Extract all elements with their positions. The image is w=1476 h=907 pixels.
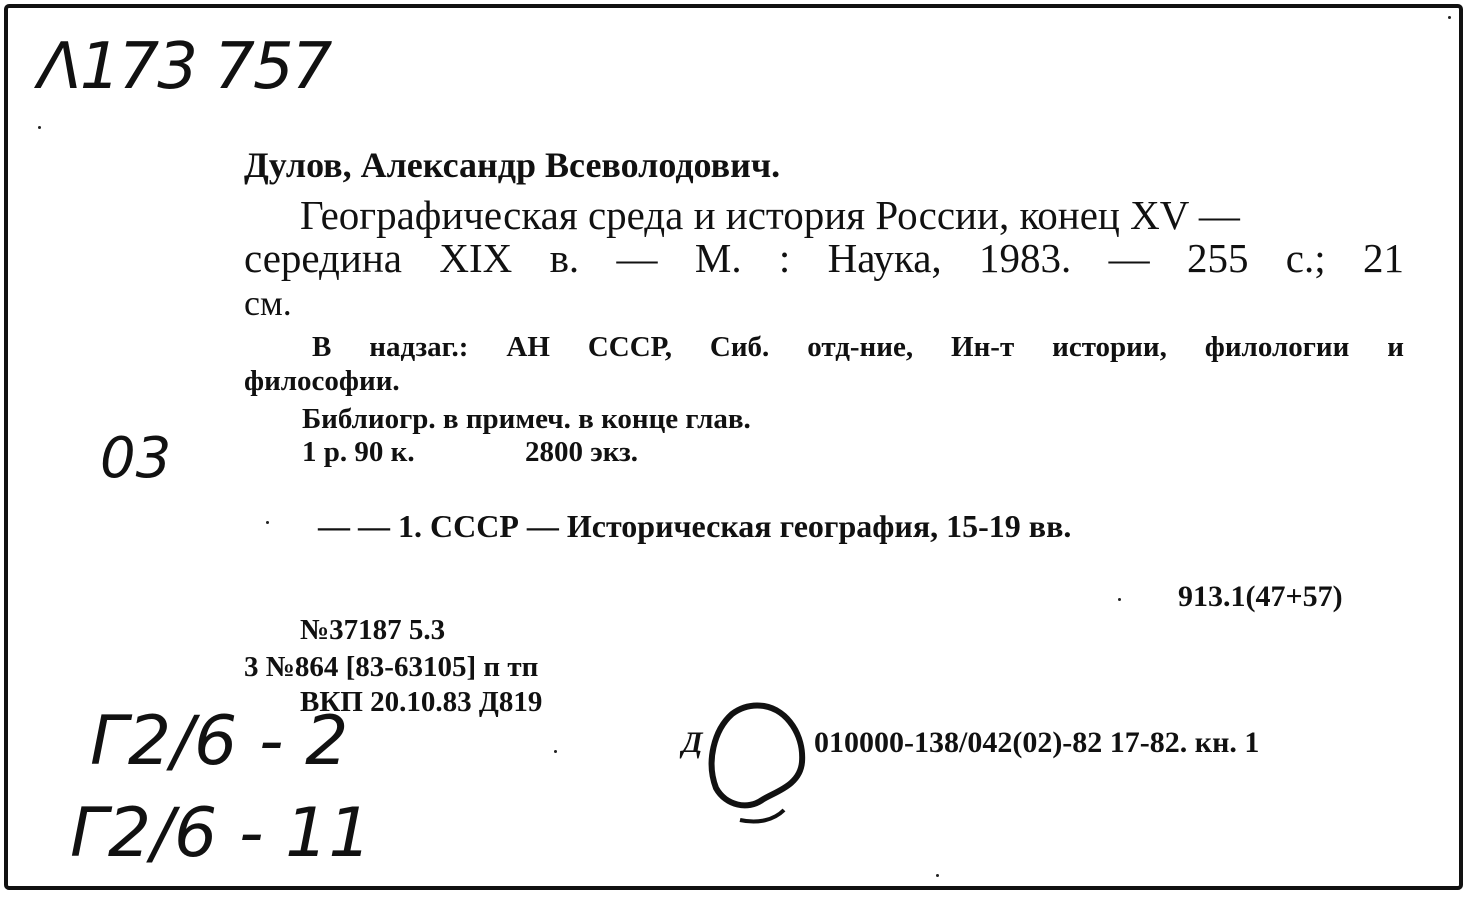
note-line-1-continued: философии. xyxy=(244,365,400,397)
price: 1 р. 90 к. xyxy=(302,436,415,468)
note-word: надзаг.: xyxy=(369,331,469,363)
title-word: — xyxy=(616,235,658,281)
note-word: СССР, xyxy=(587,331,672,363)
speck xyxy=(936,874,939,877)
title-word: середина xyxy=(244,235,402,281)
author-heading: Дулов, Александр Всеволодович. xyxy=(244,145,781,185)
handwritten-shelf-mark-2: Г2/6 - 11 xyxy=(70,794,372,873)
speck xyxy=(38,126,41,129)
title-line-2 xyxy=(244,234,1404,282)
print-run: 2800 экз. xyxy=(525,436,639,468)
title-word: Наука, xyxy=(827,235,942,281)
note-word: отд-ние, xyxy=(807,331,914,363)
record-number: №37187 5.3 xyxy=(300,614,446,646)
speck xyxy=(554,750,557,753)
note-bibliography: Библиогр. в примеч. в конце глав. xyxy=(302,403,751,435)
note-word: АН xyxy=(506,331,550,363)
speck xyxy=(1118,598,1121,601)
title-word: XIX xyxy=(439,235,513,281)
classification-number: 913.1(47+57) xyxy=(1178,580,1343,613)
catalog-card xyxy=(4,4,1463,890)
title-line-1: Географическая среда и история России, конец XV — xyxy=(300,192,1240,238)
title-word: 1983. xyxy=(979,235,1072,281)
title-word: — xyxy=(1108,235,1150,281)
title-line-3: см. xyxy=(244,283,292,323)
note-word: В xyxy=(312,331,332,363)
order-number: 3 №864 [83-63105] п тп xyxy=(244,651,539,683)
circle-mark-icon xyxy=(704,702,814,832)
note-word: Сиб. xyxy=(709,331,770,363)
title-word: в. xyxy=(549,235,580,281)
title-word: 255 xyxy=(1186,235,1249,281)
note-word: и xyxy=(1387,331,1404,363)
handwritten-shelf-mark-1: Г2/6 - 2 xyxy=(90,702,349,781)
note-word: филологии xyxy=(1204,331,1350,363)
note-word: истории, xyxy=(1052,331,1167,363)
vkp-line: ВКП 20.10.83 Д819 xyxy=(300,686,543,718)
handwritten-mark: 03 xyxy=(100,426,172,491)
title-word: 21 xyxy=(1362,235,1404,281)
title-word: с.; xyxy=(1285,235,1326,281)
footer-code: 010000-138/042(02)-82 17-82. кн. 1 xyxy=(814,726,1260,759)
note-line-1 xyxy=(312,331,1404,364)
title-word: : xyxy=(778,235,791,281)
note-word: Ин-т xyxy=(951,331,1015,363)
speck xyxy=(266,521,269,524)
speck xyxy=(1448,16,1451,19)
subject-heading: — — 1. СССР — Историческая география, 15-19 вв. xyxy=(318,508,1072,544)
footer-prefix: Д xyxy=(682,726,703,759)
title-word: М. xyxy=(694,235,742,281)
handwritten-call-number: Λ173 757 xyxy=(38,30,331,104)
